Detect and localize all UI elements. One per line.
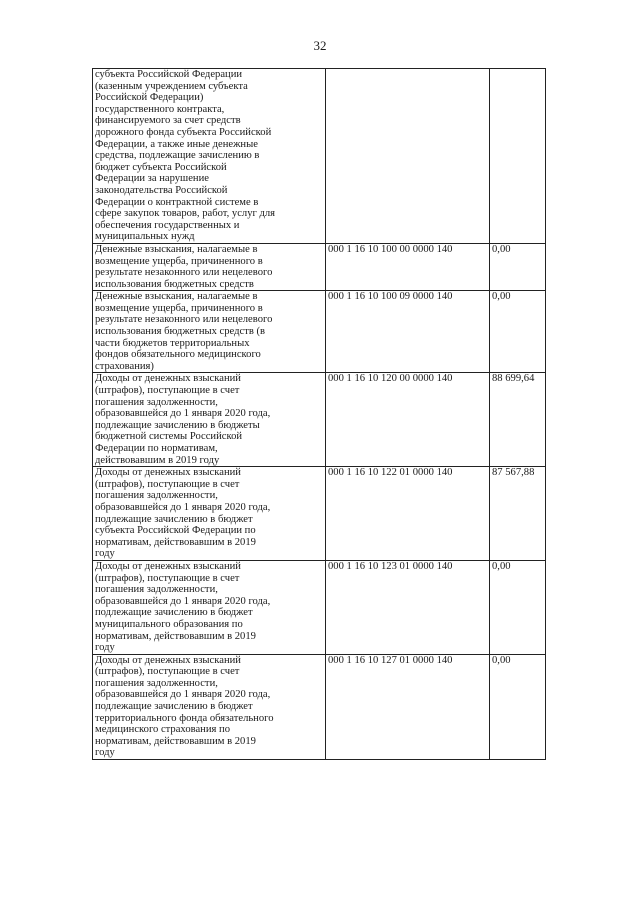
row-amount: 0,00 (490, 291, 546, 373)
row-amount: 87 567,88 (490, 467, 546, 561)
table-row (93, 243, 546, 290)
row-description: Доходы от денежных взысканий (штрафов), поступающие в счет погашения задолженности, образовавшейся до 1 января 2020 года, подлежащие зачислению в бюджеты бюджетной системы Российской Федерации по нормативам, действовавшим в 2019 году (93, 373, 326, 467)
row-code: 000 1 16 10 122 01 0000 140 (326, 467, 490, 561)
row-code (326, 69, 490, 244)
row-code: 000 1 16 10 123 01 0000 140 (326, 560, 490, 654)
row-amount: 0,00 (490, 243, 546, 290)
row-description: Денежные взыскания, налагаемые в возмещение ущерба, причиненного в результате незаконного или нецелевого использования бюджетных средств (в части бюджетов территориальных фондов обязательного медицинского страхования) (93, 291, 326, 373)
table-row (93, 560, 546, 654)
table-row (93, 291, 546, 373)
row-description: Доходы от денежных взысканий (штрафов), поступающие в счет погашения задолженности, образовавшейся до 1 января 2020 года, подлежащие зачислению в бюджет территориального фонда обязательного медицинского страхования по нормативам, действовавшим в 2019 году (93, 654, 326, 759)
row-description: Денежные взыскания, налагаемые в возмещение ущерба, причиненного в результате незаконного или нецелевого использования бюджетных средств (93, 243, 326, 290)
table-row (93, 69, 546, 244)
row-amount: 88 699,64 (490, 373, 546, 467)
row-description: субъекта Российской Федерации (казенным учреждением субъекта Российской Федерации) государственного контракта, финансируемого за счет средств дорожного фонда субъекта Российской Федерации, а также иные денежные средства, подлежащие зачислению в бюджет субъекта Российской Федерации за нарушение законодательства Российской Федерации о контрактной системе в сфере закупок товаров, работ, услуг для обеспечения государственных и муниципальных нужд (93, 69, 326, 244)
row-code: 000 1 16 10 127 01 0000 140 (326, 654, 490, 759)
row-description: Доходы от денежных взысканий (штрафов), поступающие в счет погашения задолженности, образовавшейся до 1 января 2020 года, подлежащие зачислению в бюджет муниципального образования по нормативам, действовавшим в 2019 году (93, 560, 326, 654)
row-code: 000 1 16 10 100 00 0000 140 (326, 243, 490, 290)
table-row (93, 467, 546, 561)
row-amount (490, 69, 546, 244)
table-row (93, 373, 546, 467)
row-amount: 0,00 (490, 560, 546, 654)
page-number: 32 (313, 38, 327, 53)
row-amount: 0,00 (490, 654, 546, 759)
table-row (93, 654, 546, 759)
revenue-table (92, 68, 546, 760)
row-description: Доходы от денежных взысканий (штрафов), поступающие в счет погашения задолженности, образовавшейся до 1 января 2020 года, подлежащие зачислению в бюджет субъекта Российской Федерации по нормативам, действовавшим в 2019 году (93, 467, 326, 561)
row-code: 000 1 16 10 120 00 0000 140 (326, 373, 490, 467)
row-code: 000 1 16 10 100 09 0000 140 (326, 291, 490, 373)
